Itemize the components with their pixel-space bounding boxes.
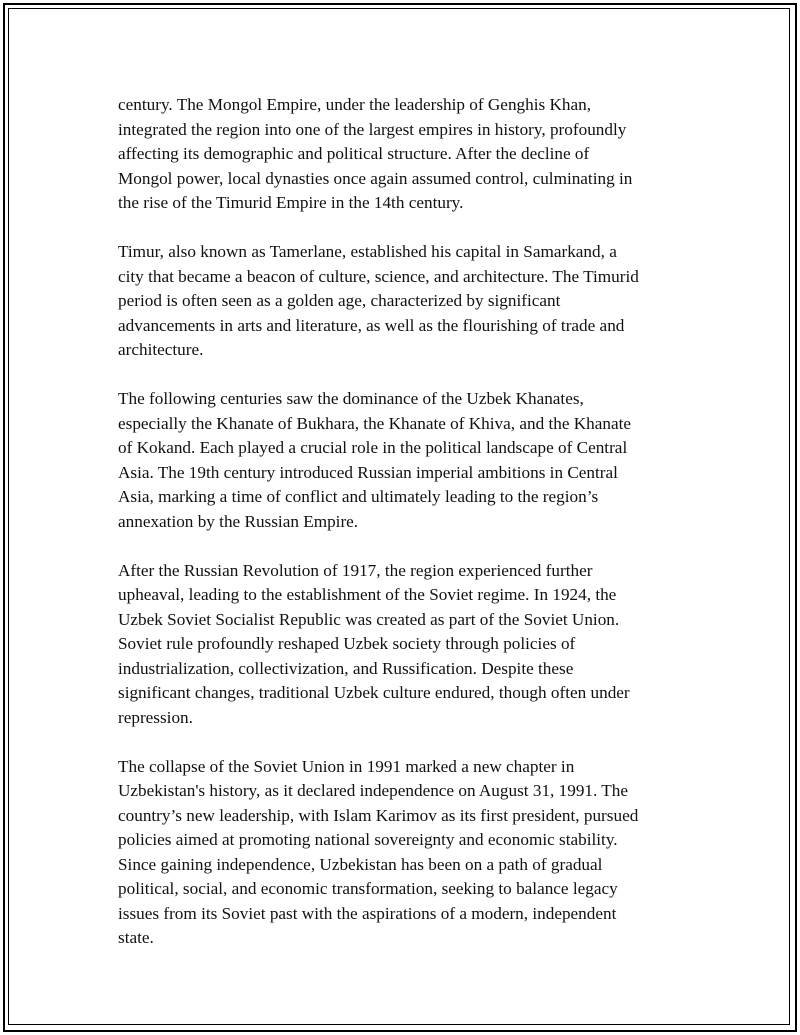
paragraph-uzbek-khanates: The following centuries saw the dominance of the Uzbek Khanates, especially the Khanate of Bukhara, the Khanate of Khiva, and the Khanate of Kokand. Each played a crucial role in the political landscape of Central Asia. The 19th century introduced Russian imperial ambitions in Central Asia, marking a time of conflict and ultimately leading to the region’s annexation by the Russian Empire. bbox=[118, 389, 632, 531]
document-body bbox=[118, 93, 688, 975]
paragraph-mongol-empire: century. The Mongol Empire, under the leadership of Genghis Khan, integrated the region into one of the largest empires in history, profoundly affecting its demographic and political structure. After the decline of Mongol power, local dynasties once again assumed control, culminating in the rise of the Timurid Empire in the 14th century. bbox=[118, 95, 633, 212]
paragraph-independence: The collapse of the Soviet Union in 1991 marked a new chapter in Uzbekistan's history, as it declared independence on August 31, 1991. The country’s new leadership, with Islam Karimov as its first president, pursued policies aimed at promoting national sovereignty and economic stability. Since gaining independence, Uzbekistan has been on a path of gradual political, social, and economic transformation, seeking to balance legacy issues from its Soviet past with the aspirations of a modern, independent state. bbox=[118, 756, 639, 947]
paragraph-timurid-period: Timur, also known as Tamerlane, established his capital in Samarkand, a city that became a beacon of culture, science, and architecture. The Timurid period is often seen as a golden age, characterized by significant advancements in arts and literature, as well as the flourishing of trade and architecture. bbox=[118, 242, 639, 359]
paragraph-soviet-era: After the Russian Revolution of 1917, the region experienced further upheaval, leading to the establishment of the Soviet regime. In 1924, the Uzbek Soviet Socialist Republic was created as part of the Soviet Union. Soviet rule profoundly reshaped Uzbek society through policies of industrialization, collectivization, and Russification. Despite these significant changes, traditional Uzbek culture endured, though often under repression. bbox=[118, 560, 630, 727]
